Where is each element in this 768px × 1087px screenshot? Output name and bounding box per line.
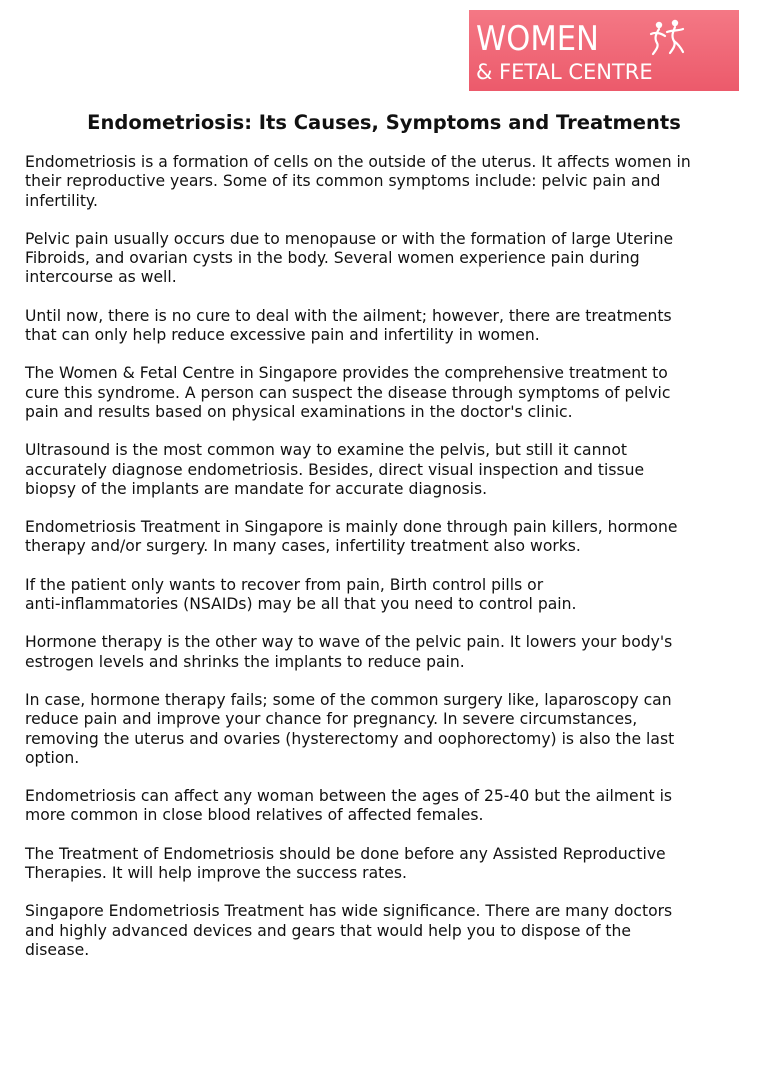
- paragraph: Endometriosis can affect any woman between the ages of 25-40 but the ailment is more common in close blood relatives of affected females.: [25, 787, 673, 825]
- paragraph: Pelvic pain usually occurs due to menopause or with the formation of large Uterine Fibroids, and ovarian cysts in the body. Several women experience pain during intercourse as well.: [25, 229, 674, 287]
- article-body: [25, 153, 745, 979]
- paragraph: Ultrasound is the most common way to examine the pelvis, but still it cannot accurately diagnose endometriosis. Besides, direct visual inspection and tissue biopsy of the implants are mandate for accurate diagnosis.: [25, 441, 645, 498]
- paragraph: Until now, there is no cure to deal with the ailment; however, there are treatments that can only help reduce excessive pain and infertility in women.: [25, 306, 672, 345]
- paragraph: If the patient only wants to recover from pain, Birth control pills or anti-inflammatories (NSAIDs) may be all that you need to control pain.: [25, 575, 577, 614]
- page-title: Endometriosis: Its Causes, Symptoms and Treatments: [87, 111, 681, 134]
- paragraph: Endometriosis is a formation of cells on the outside of the uterus. It affects women in their reproductive years. Some of its common symptoms include: pelvic pain and infertility.: [25, 153, 691, 210]
- logo-text-women: WOMEN: [476, 19, 599, 59]
- paragraph: In case, hormone therapy fails; some of the common surgery like, laparoscopy can reduce pain and improve your chance for pregnancy. In severe circumstances, removing the uterus and ovaries (hysterectomy and oophorectomy) is also the last option.: [25, 690, 675, 767]
- figures-icon: [645, 18, 689, 58]
- paragraph: Endometriosis Treatment in Singapore is mainly done through pain killers, hormone therapy and/or surgery. In many cases, infertility treatment also works.: [25, 518, 678, 556]
- paragraph: The Treatment of Endometriosis should be done before any Assisted Reproductive Therapies. It will help improve the success rates.: [25, 844, 666, 883]
- clinic-logo: [469, 10, 739, 91]
- paragraph: Hormone therapy is the other way to wave of the pelvic pain. It lowers your body's estrogen levels and shrinks the implants to reduce pain.: [25, 633, 673, 671]
- logo-text-fetal-centre: & FETAL CENTRE: [476, 60, 653, 84]
- paragraph: Singapore Endometriosis Treatment has wide significance. There are many doctors and highly advanced devices and gears that would help you to dispose of the disease.: [25, 902, 673, 959]
- paragraph: The Women & Fetal Centre in Singapore provides the comprehensive treatment to cure this syndrome. A person can suspect the disease through symptoms of pelvic pain and results based on physical examinations in the doctor's clinic.: [25, 364, 671, 421]
